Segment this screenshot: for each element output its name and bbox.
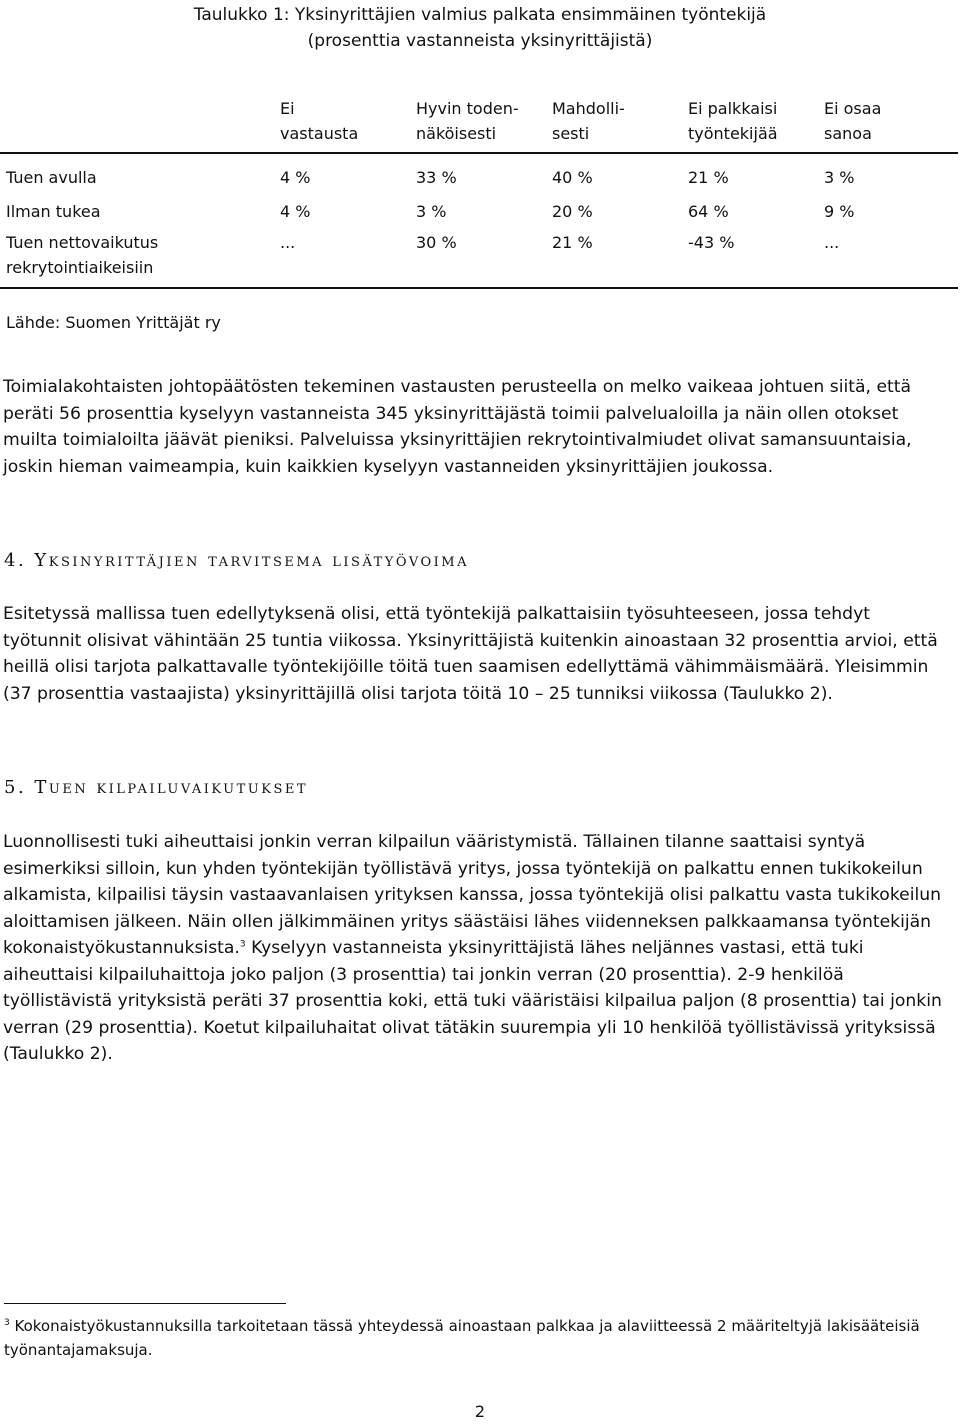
paragraph-additional-labour: Esitetyssä mallissa tuen edellytyksenä olisi, että työntekijä palkattaisiin työsuhteeseen, jossa tehdyt työtunnit olisivat vähintään 25 tuntia viikossa. Yksinyrittäjistä kuitenkin ainoastaan 32 prosenttia arvioi, että heillä olisi tarjota palkattavalle työntekijöille töitä tuen saamisen edellyttämä vähimmäismäärä. Yleisimmin (37 prosenttia vastaajista) yksinyrittäjillä olisi tarjota töitä 10 – 25 tunniksi viikossa (Taulukko 2).: [3, 604, 938, 704]
table-source: Lähde: Suomen Yrittäjät ry: [6, 313, 221, 332]
column-header-line: näköisesti: [416, 124, 497, 143]
table-cell: 64 %: [688, 202, 729, 221]
paragraph-competition-effects: [3, 829, 953, 1068]
table-caption-subtitle: (prosenttia vastanneista yksinyrittäjistä): [307, 31, 653, 51]
table-cell: -43 %: [688, 233, 735, 252]
table-cell: 30 %: [416, 233, 457, 252]
row-label-line: Ilman tukea: [6, 202, 101, 221]
row-label: [6, 199, 101, 224]
table-cell: 3 %: [416, 202, 447, 221]
column-header-line: Ei: [280, 99, 295, 118]
paragraph-text: Kyselyyn vastanneista yksinyrittäjistä lähes neljännes vastasi, että tuki aiheuttaisi kilpailuhaittoja joko paljon (3 prosenttia) tai jonkin verran (20 prosenttia). 2-9 henkilöä työllistävistä yrityksistä peräti 37 prosenttia koki, että tuki vääristäisi kilpailua paljon (8 prosenttia) tai jonkin verran (29 prosenttia). Koetut kilpailuhaitat olivat tätäkin suurempia yli 10 henkilöä työllistävissä yrityksissä (Taulukko 2).: [3, 938, 942, 1064]
column-header-line: Ei palkkaisi: [688, 99, 778, 118]
table-cell: 33 %: [416, 168, 457, 187]
paragraph-text: Luonnollisesti tuki aiheuttaisi jonkin verran kilpailun vääristymistä. Tällainen tilanne saattaisi syntyä esimerkiksi silloin, kun yhden työntekijän työllistävä yritys, jossa työntekijä on palkattu ennen tukikokeilun alkamista, kilpailisi täysin vastaavanlaisen yrityksen kanssa, jossa työntekijä olisi palkattu vasta tukikokeilun aloittamisen jälkeen. Näin ollen jälkimmäinen yritys säästäisi lähes viidenneksen palkkaamansa työntekijän kokonaistyökustannuksista.: [3, 832, 942, 958]
data-table: [0, 92, 958, 277]
table-cell: ...: [824, 233, 840, 252]
column-header-cannot-say: [824, 96, 881, 146]
column-header-line: työntekijää: [688, 124, 778, 143]
paragraph-industry-conclusions: Toimialakohtaisten johtopäätösten tekeminen vastausten perusteella on melko vaikeaa johtuen siitä, että peräti 56 prosenttia kyselyyn vastanneista 345 yksinyrittäjästä toimii palvelualoilla ja näin ollen otokset muilta toimialoilta jäävät pieniksi. Palveluissa yksinyrittäjien rekrytointivalmiudet olivat samansuuntaisia, joskin hieman vaimeampia, kuin kaikkien kyselyyn vastanneiden yksinyrittäjien joukossa.: [3, 377, 912, 477]
table-cell: 9 %: [824, 202, 855, 221]
table-cell: ...: [280, 233, 296, 252]
row-label-line: rekrytointiaikeisiin: [6, 258, 154, 277]
footnote-text: Kokonaistyökustannuksilla tarkoitetaan tässä yhteydessä ainoastaan palkkaa ja alaviitteessä 2 määriteltyjä lakisääteisiä työnantajamaksuja.: [4, 1317, 920, 1359]
table-caption: [0, 2, 960, 54]
column-header-line: Ei osaa: [824, 99, 882, 118]
column-header-would-not-hire: [688, 96, 778, 146]
column-header-line: vastausta: [280, 124, 359, 143]
column-header-line: sanoa: [824, 124, 872, 143]
column-header-no-answer: [280, 96, 358, 146]
table-cell: 21 %: [688, 168, 729, 187]
column-header-possibly: [552, 96, 625, 146]
page-number: 2: [474, 1402, 486, 1421]
footnote-reference[interactable]: 3: [239, 939, 246, 950]
table-cell: 20 %: [552, 202, 593, 221]
section-heading-4: 4. Yksinyrittäjien tarvitsema lisätyövoima: [4, 550, 469, 571]
row-label: [6, 165, 97, 190]
footnote-mark: 3: [4, 1318, 10, 1328]
table-header-row: [0, 92, 958, 154]
column-header-line: sesti: [552, 124, 590, 143]
row-label-line: Tuen avulla: [6, 168, 97, 187]
table-caption-title: Taulukko 1: Yksinyrittäjien valmius palkata ensimmäinen työntekijä: [193, 5, 767, 25]
row-label: [6, 230, 158, 280]
footnote: [4, 1314, 954, 1362]
table-cell: 21 %: [552, 233, 593, 252]
table-cell: 4 %: [280, 168, 311, 187]
column-header-line: Hyvin toden-: [416, 99, 519, 118]
column-header-very-likely: [416, 96, 519, 146]
table-cell: 40 %: [552, 168, 593, 187]
table-bottom-rule: [0, 287, 958, 289]
table-cell: 4 %: [280, 202, 311, 221]
table-cell: 3 %: [824, 168, 855, 187]
footnote-separator: [4, 1303, 286, 1304]
row-label-line: Tuen nettovaikutus: [6, 233, 159, 252]
column-header-line: Mahdolli-: [552, 99, 625, 118]
section-heading-5: 5. Tuen kilpailuvaikutukset: [4, 777, 309, 798]
